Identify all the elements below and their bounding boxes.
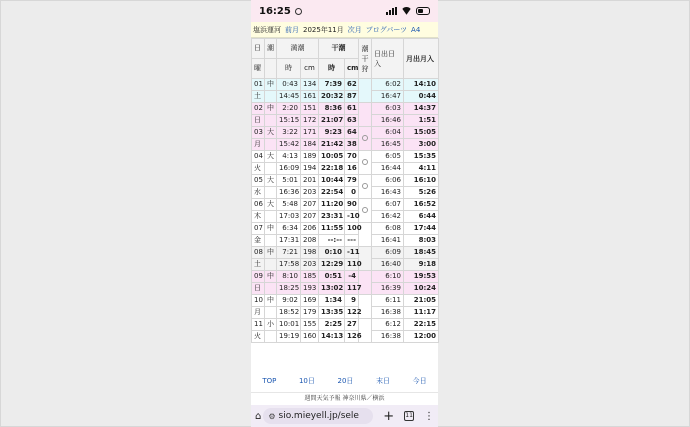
high-tide-cm-2: 193 — [301, 283, 319, 295]
high-tide-cm-1: 207 — [301, 199, 319, 211]
high-tide-time-2: 18:52 — [277, 307, 301, 319]
sunrise-time: 6:10 — [372, 271, 404, 283]
moonrise-time: 18:45 — [404, 247, 439, 259]
moonrise-time: 16:10 — [404, 175, 439, 187]
site-info-icon[interactable]: ⚙ — [268, 411, 276, 421]
low-tide-cm-2: 117 — [345, 283, 359, 295]
tidal-flat-mark — [359, 151, 372, 175]
low-tide-time-2: 20:32 — [319, 91, 345, 103]
phone-screen — [251, 0, 438, 427]
page-header — [251, 22, 438, 38]
high-tide-time-1: 6:34 — [277, 223, 301, 235]
high-tide-time-2: 18:25 — [277, 283, 301, 295]
low-tide-time-2: 21:07 — [319, 115, 345, 127]
a4-link[interactable]: A4 — [411, 25, 421, 34]
tide-type: 大 — [265, 127, 277, 139]
table-row — [252, 127, 439, 139]
next-month-link[interactable]: 次月 — [347, 25, 362, 34]
moonset-time: 12:00 — [404, 331, 439, 343]
low-tide-time-1: 10:44 — [319, 175, 345, 187]
moonrise-time: 14:37 — [404, 103, 439, 115]
moonrise-time: 15:05 — [404, 127, 439, 139]
table-row-second-line — [252, 115, 439, 127]
table-row — [252, 175, 439, 187]
low-tide-time-1: 0:10 — [319, 247, 345, 259]
signal-icon — [386, 7, 397, 15]
table-row-second-line — [252, 91, 439, 103]
table-row-second-line — [252, 259, 439, 271]
moonset-time: 11:17 — [404, 307, 439, 319]
day-number: 06 — [252, 199, 265, 211]
sunset-time: 16:40 — [372, 259, 404, 271]
low-tide-cm-2: 63 — [345, 115, 359, 127]
moonrise-time: 21:05 — [404, 295, 439, 307]
low-tide-time-2: --:-- — [319, 235, 345, 247]
moonset-time: 9:18 — [404, 259, 439, 271]
high-tide-time-1: 8:10 — [277, 271, 301, 283]
low-tide-time-2: 12:29 — [319, 259, 345, 271]
low-tide-cm-1: 64 — [345, 127, 359, 139]
high-tide-cm-2: 179 — [301, 307, 319, 319]
low-tide-cm-1: -4 — [345, 271, 359, 283]
day-number: 04 — [252, 151, 265, 163]
moonrise-time: 16:52 — [404, 199, 439, 211]
low-tide-cm-1: 100 — [345, 223, 359, 235]
tide-type: 大 — [265, 151, 277, 163]
weather-forecast-link[interactable]: 週間天気予報 神奈川県／横浜 — [251, 392, 438, 404]
bottom-nav — [251, 370, 438, 392]
th-low-tide: 干潮 — [319, 39, 359, 59]
url-text: sio.mieyell.jp/sele — [278, 411, 359, 421]
high-tide-time-1: 0:43 — [277, 79, 301, 91]
low-tide-cm-1: 90 — [345, 199, 359, 211]
nav-20th[interactable]: 20日 — [337, 377, 354, 385]
high-tide-cm-2: 207 — [301, 211, 319, 223]
status-bar — [251, 0, 438, 22]
table-row — [252, 223, 439, 235]
high-tide-time-1: 5:01 — [277, 175, 301, 187]
day-number: 09 — [252, 271, 265, 283]
tide-blank — [265, 91, 277, 103]
low-tide-time-1: 0:51 — [319, 271, 345, 283]
sunset-time: 16:44 — [372, 163, 404, 175]
th-tidal-flat: 潮干狩 — [359, 39, 372, 79]
sunrise-time: 6:03 — [372, 103, 404, 115]
low-tide-time-2: 22:18 — [319, 163, 345, 175]
tide-blank — [265, 139, 277, 151]
tide-blank — [265, 259, 277, 271]
low-tide-cm-2: 0 — [345, 187, 359, 199]
weekday: 木 — [252, 211, 265, 223]
tide-blank — [265, 211, 277, 223]
clock: 16:25 — [259, 5, 291, 17]
sunrise-time: 6:05 — [372, 151, 404, 163]
high-tide-cm-1: 151 — [301, 103, 319, 115]
high-tide-cm-2: 161 — [301, 91, 319, 103]
low-tide-time-1: 11:55 — [319, 223, 345, 235]
high-tide-time-1: 3:22 — [277, 127, 301, 139]
table-row — [252, 199, 439, 211]
th-blank — [265, 59, 277, 79]
low-tide-time-2: 13:35 — [319, 307, 345, 319]
high-tide-time-2: 17:31 — [277, 235, 301, 247]
low-tide-time-1: 1:34 — [319, 295, 345, 307]
low-tide-time-1: 10:05 — [319, 151, 345, 163]
table-row — [252, 151, 439, 163]
weekday: 月 — [252, 139, 265, 151]
weekday: 日 — [252, 115, 265, 127]
weekday: 土 — [252, 91, 265, 103]
wifi-icon — [401, 7, 412, 15]
weekday: 日 — [252, 283, 265, 295]
blog-parts-link[interactable]: ブログパーツ — [365, 25, 408, 34]
tidal-flat-circle-icon — [362, 207, 368, 213]
low-tide-time-2: 14:13 — [319, 331, 345, 343]
sunrise-time: 6:09 — [372, 247, 404, 259]
sunrise-time: 6:07 — [372, 199, 404, 211]
tide-blank — [265, 163, 277, 175]
low-tide-cm-1: -11 — [345, 247, 359, 259]
tidal-flat-circle-icon — [362, 159, 368, 165]
low-tide-cm-1: 9 — [345, 295, 359, 307]
high-tide-cm-1: 134 — [301, 79, 319, 91]
sunset-time: 16:42 — [372, 211, 404, 223]
high-tide-cm-2: 203 — [301, 259, 319, 271]
moonrise-time: 17:44 — [404, 223, 439, 235]
high-tide-cm-2: 194 — [301, 163, 319, 175]
tide-blank — [265, 115, 277, 127]
low-tide-cm-2: 110 — [345, 259, 359, 271]
high-tide-time-1: 7:21 — [277, 247, 301, 259]
tab-count-icon[interactable]: 11 — [405, 412, 413, 419]
high-tide-cm-1: 169 — [301, 295, 319, 307]
table-row — [252, 247, 439, 259]
low-tide-time-1: 7:39 — [319, 79, 345, 91]
low-tide-time-1: 11:20 — [319, 199, 345, 211]
weekday: 金 — [252, 235, 265, 247]
battery-icon — [416, 7, 430, 15]
high-tide-cm-2: 160 — [301, 331, 319, 343]
low-tide-cm-2: 122 — [345, 307, 359, 319]
notification-icon — [295, 8, 302, 15]
high-tide-time-2: 15:15 — [277, 115, 301, 127]
moonrise-time: 19:53 — [404, 271, 439, 283]
moonrise-time: 15:35 — [404, 151, 439, 163]
sunset-time: 16:38 — [372, 307, 404, 319]
month-title: 2025年11月 — [303, 25, 344, 34]
th-day: 日 — [252, 39, 265, 59]
low-tide-cm-1: 61 — [345, 103, 359, 115]
day-number: 08 — [252, 247, 265, 259]
th-moonrise-moonset: 月出月入 — [404, 39, 439, 79]
th-high-time: 時 — [277, 59, 301, 79]
weekday: 水 — [252, 187, 265, 199]
sunset-time: 16:41 — [372, 235, 404, 247]
high-tide-cm-2: 203 — [301, 187, 319, 199]
tidal-flat-mark — [359, 127, 372, 151]
high-tide-time-2: 16:09 — [277, 163, 301, 175]
table-row — [252, 319, 439, 331]
table-row — [252, 79, 439, 91]
high-tide-cm-1: 201 — [301, 175, 319, 187]
moonrise-time: 22:15 — [404, 319, 439, 331]
address-bar[interactable] — [263, 408, 373, 424]
high-tide-cm-1: 171 — [301, 127, 319, 139]
th-tide: 潮 — [265, 39, 277, 59]
home-icon[interactable]: ⌂ — [255, 410, 262, 422]
tide-type: 中 — [265, 247, 277, 259]
day-number: 11 — [252, 319, 265, 331]
prev-month-link[interactable]: 前月 — [285, 25, 299, 34]
sunrise-time: 6:08 — [372, 223, 404, 235]
day-number: 05 — [252, 175, 265, 187]
th-low-time: 時 — [319, 59, 345, 79]
sunrise-time: 6:04 — [372, 127, 404, 139]
nav-end[interactable]: 末日 — [376, 377, 391, 385]
low-tide-cm-1: 70 — [345, 151, 359, 163]
th-sunrise-sunset: 日出日入 — [372, 39, 404, 79]
low-tide-time-2: 23:31 — [319, 211, 345, 223]
tide-type: 中 — [265, 295, 277, 307]
low-tide-time-2: 13:02 — [319, 283, 345, 295]
sunset-time: 16:47 — [372, 91, 404, 103]
high-tide-cm-1: 185 — [301, 271, 319, 283]
sunrise-time: 6:02 — [372, 79, 404, 91]
tide-blank — [265, 235, 277, 247]
day-number: 07 — [252, 223, 265, 235]
high-tide-time-1: 10:01 — [277, 319, 301, 331]
low-tide-cm-2: --- — [345, 235, 359, 247]
high-tide-cm-1: 155 — [301, 319, 319, 331]
tide-table — [251, 38, 439, 343]
table-row — [252, 103, 439, 115]
low-tide-cm-1: 27 — [345, 319, 359, 331]
table-row — [252, 271, 439, 283]
moonrise-time: 14:10 — [404, 79, 439, 91]
low-tide-cm-1: 62 — [345, 79, 359, 91]
th-high-cm: cm — [301, 59, 319, 79]
tide-rows — [252, 79, 439, 343]
high-tide-time-1: 4:13 — [277, 151, 301, 163]
moonset-time: 0:44 — [404, 91, 439, 103]
sunrise-time: 6:11 — [372, 295, 404, 307]
tide-blank — [265, 187, 277, 199]
high-tide-cm-2: 184 — [301, 139, 319, 151]
sunrise-time: 6:06 — [372, 175, 404, 187]
table-row-second-line — [252, 163, 439, 175]
high-tide-time-2: 19:19 — [277, 331, 301, 343]
moonset-time: 1:51 — [404, 115, 439, 127]
high-tide-time-1: 2:20 — [277, 103, 301, 115]
low-tide-cm-2: 16 — [345, 163, 359, 175]
day-number: 10 — [252, 295, 265, 307]
high-tide-time-2: 17:58 — [277, 259, 301, 271]
moonset-time: 6:44 — [404, 211, 439, 223]
nav-today[interactable]: 今日 — [412, 377, 427, 385]
table-row-second-line — [252, 139, 439, 151]
table-row — [252, 295, 439, 307]
table-row-second-line — [252, 211, 439, 223]
menu-icon[interactable]: ⋮ — [424, 410, 434, 422]
tidal-flat-mark — [359, 103, 372, 127]
low-tide-time-1: 2:25 — [319, 319, 345, 331]
tide-blank — [265, 331, 277, 343]
sunrise-time: 6:12 — [372, 319, 404, 331]
low-tide-cm-1: 79 — [345, 175, 359, 187]
low-tide-cm-2: 38 — [345, 139, 359, 151]
moonset-time: 5:26 — [404, 187, 439, 199]
moonset-time: 8:03 — [404, 235, 439, 247]
table-row-second-line — [252, 307, 439, 319]
nav-top[interactable]: TOP — [262, 377, 277, 385]
tide-type: 中 — [265, 79, 277, 91]
high-tide-cm-2: 208 — [301, 235, 319, 247]
tide-type: 中 — [265, 103, 277, 115]
tide-type: 中 — [265, 223, 277, 235]
high-tide-cm-2: 172 — [301, 115, 319, 127]
high-tide-time-2: 15:42 — [277, 139, 301, 151]
high-tide-time-2: 16:36 — [277, 187, 301, 199]
day-number: 01 — [252, 79, 265, 91]
low-tide-time-2: 21:42 — [319, 139, 345, 151]
tide-table-container[interactable] — [251, 38, 438, 368]
low-tide-cm-2: 87 — [345, 91, 359, 103]
low-tide-time-1: 8:36 — [319, 103, 345, 115]
weekday: 土 — [252, 259, 265, 271]
table-row-second-line — [252, 187, 439, 199]
table-row-second-line — [252, 283, 439, 295]
high-tide-time-2: 17:03 — [277, 211, 301, 223]
low-tide-time-2: 22:54 — [319, 187, 345, 199]
high-tide-time-1: 5:48 — [277, 199, 301, 211]
sunset-time: 16:39 — [372, 283, 404, 295]
tide-blank — [265, 307, 277, 319]
weekday: 火 — [252, 163, 265, 175]
moonset-time: 10:24 — [404, 283, 439, 295]
low-tide-cm-2: -10 — [345, 211, 359, 223]
table-row-second-line — [252, 331, 439, 343]
low-tide-time-1: 9:23 — [319, 127, 345, 139]
sunset-time: 16:38 — [372, 331, 404, 343]
nav-10th[interactable]: 10日 — [298, 377, 315, 385]
tide-blank — [265, 283, 277, 295]
tidal-flat-circle-icon — [362, 135, 368, 141]
day-number: 03 — [252, 127, 265, 139]
th-high-tide: 満潮 — [277, 39, 319, 59]
weekday: 火 — [252, 331, 265, 343]
day-number: 02 — [252, 103, 265, 115]
weekday: 月 — [252, 307, 265, 319]
place-name: 塩浜運河 — [253, 25, 281, 34]
moonset-time: 3:00 — [404, 139, 439, 151]
new-tab-icon[interactable]: + — [383, 408, 395, 424]
moonset-time: 4:11 — [404, 163, 439, 175]
th-weekday: 曜 — [252, 59, 265, 79]
sunset-time: 16:46 — [372, 115, 404, 127]
sunset-time: 16:43 — [372, 187, 404, 199]
tide-type: 大 — [265, 175, 277, 187]
high-tide-cm-1: 198 — [301, 247, 319, 259]
table-row-second-line — [252, 235, 439, 247]
th-low-cm: cm — [345, 59, 359, 79]
sunset-time: 16:45 — [372, 139, 404, 151]
tide-type: 中 — [265, 271, 277, 283]
low-tide-cm-2: 126 — [345, 331, 359, 343]
tide-type: 大 — [265, 199, 277, 211]
tidal-flat-mark — [359, 175, 372, 199]
tidal-flat-mark — [359, 199, 372, 223]
tidal-flat-mark — [359, 79, 372, 103]
high-tide-time-1: 9:02 — [277, 295, 301, 307]
browser-toolbar — [251, 405, 438, 427]
high-tide-cm-1: 189 — [301, 151, 319, 163]
high-tide-cm-1: 206 — [301, 223, 319, 235]
tide-type: 小 — [265, 319, 277, 331]
tidal-flat-circle-icon — [362, 183, 368, 189]
high-tide-time-2: 14:45 — [277, 91, 301, 103]
